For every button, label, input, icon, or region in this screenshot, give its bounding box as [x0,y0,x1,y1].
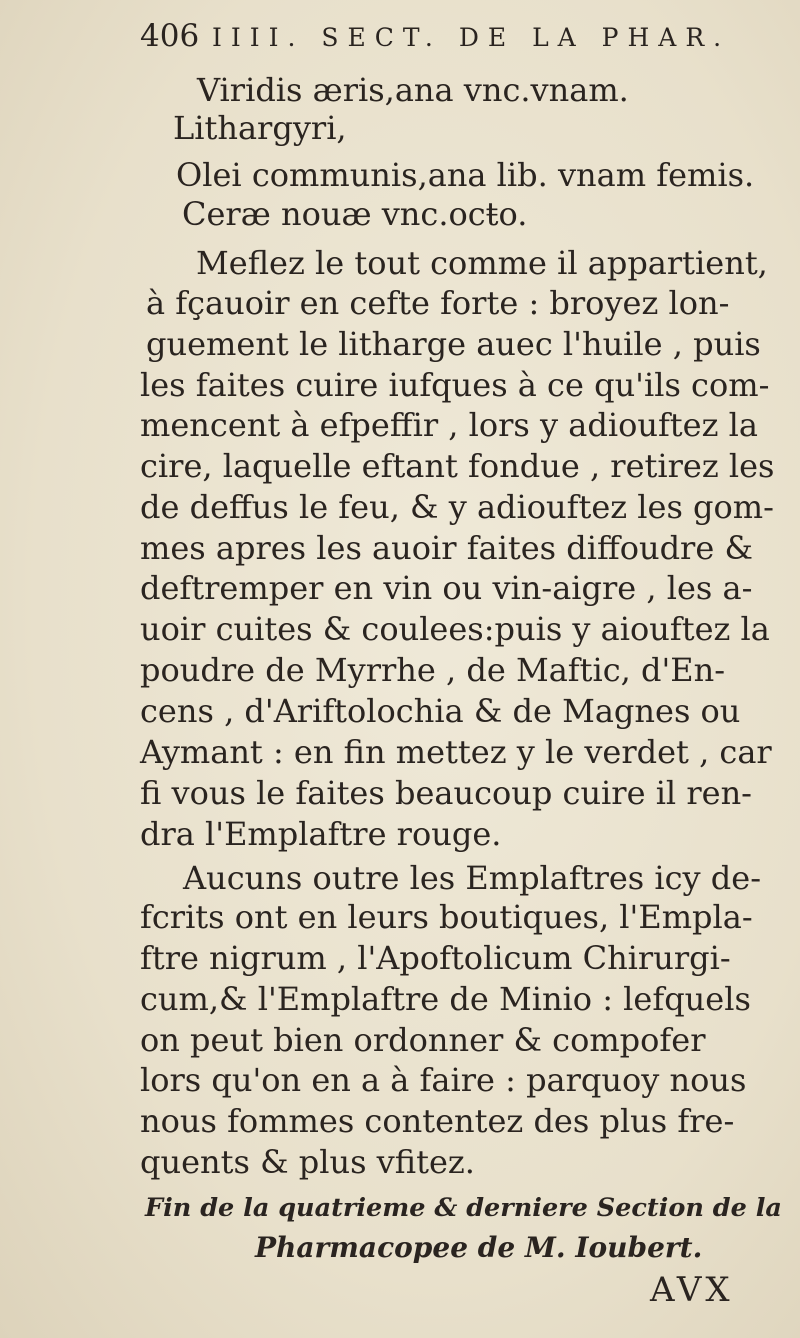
text-line: on peut bien ordonner & compofer [140,1021,706,1059]
text-line: quents & plus vfitez. [140,1143,475,1181]
text-line: cum,& l'Emplaftre de Minio : lefquels [140,980,751,1018]
text-line: Lithargyri, [173,109,347,147]
running-head: IIII. SECT. DE LA PHAR. [212,23,731,52]
text-line: fi vous le faites beaucoup cuire il ren- [140,774,752,812]
running-header [140,18,800,54]
text-line: Viridis æris,ana vnc.vnam. [197,71,629,109]
catchword: AVX [650,1270,734,1310]
text-line: ftre nigrum , l'Apoftolicum Chirurgi- [140,939,731,977]
text-line: poudre de Myrrhe , de Maftic, d'En- [140,651,726,689]
text-line: guement le litharge auec l'huile , puis [146,325,761,363]
text-line: Aucuns outre les Emplaftres icy de- [183,859,762,897]
text-line: nous fommes contentez des plus fre- [140,1102,735,1140]
text-line: fcrits ont en leurs boutiques, l'Empla- [140,898,753,936]
text-line: Aymant : en fin mettez y le verdet , car [140,733,772,771]
page-number: 406 [140,18,200,54]
text-line: Ceræ nouæ vnc.ocŧo. [182,195,528,233]
colophon-line-2: Pharmacopee de M. Ioubert. [255,1231,703,1264]
text-line: de deffus le feu, & y adiouftez les gom- [140,488,774,526]
text-line: mencent à efpeffir , lors y adiouftez la [140,406,758,444]
colophon-line-1: Fin de la quatrieme & derniere Section de la [145,1193,782,1223]
text-line: cens , d'Ariftolochia & de Magnes ou [140,692,741,730]
text-line: dra l'Emplaftre rouge. [140,815,502,853]
text-line: Olei communis,ana lib. vnam femis. [176,156,755,194]
text-line: deftremper en vin ou vin-aigre , les a- [140,569,753,607]
text-line: cire, laquelle eftant fondue , retirez les [140,447,775,485]
text-line: uoir cuites & coulees:puis y aiouftez la [140,610,770,648]
text-line: mes apres les auoir faites diffoudre & [140,529,753,567]
text-line: les faites cuire iufques à ce qu'ils com- [140,366,770,404]
text-line: lors qu'on en a à faire : parquoy nous [140,1061,747,1099]
text-line: Meflez le tout comme il appartient, [196,244,768,282]
text-line: à fçauoir en cefte forte : broyez lon- [146,284,730,322]
